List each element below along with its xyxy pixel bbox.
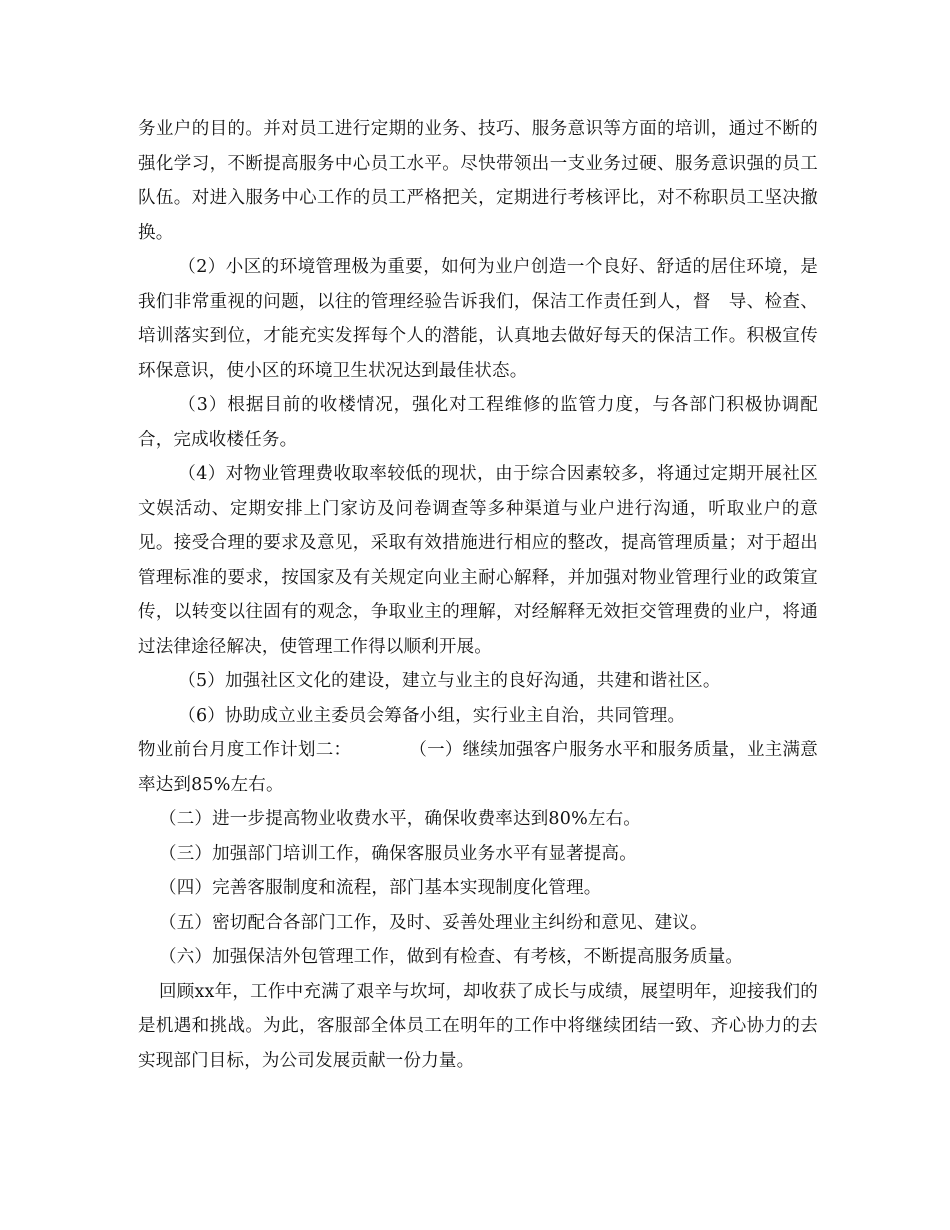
paragraph-training: 务业户的目的。并对员工进行定期的业务、技巧、服务意识等方面的培训，通过不断的强化学习，不断提高服务中心员工水平。尽快带领出一支业务过硬、服务意识强的员工队伍。对进入服务中心工作的员工严格把关，定期进行考核评比，对不称职员工坚决撤换。 bbox=[138, 119, 818, 243]
plan-heading-paragraph bbox=[138, 733, 818, 802]
paragraph-owners-committee: （6）协助成立业主委员会筹备小组，实行业主自治，共同管理。 bbox=[178, 705, 686, 726]
paragraph-handover: （3）根据目前的收楼情况，强化对工程维修的监管力度，与各部门积极协调配合，完成收楼任务。 bbox=[138, 395, 818, 450]
plan-item-2: （二）进一步提高物业收费水平，确保收费率达到80%左右。 bbox=[159, 809, 641, 829]
document-body bbox=[138, 112, 818, 1078]
plan-item-3: （三）加强部门培训工作，确保客服员业务水平有显著提高。 bbox=[159, 843, 637, 864]
plan-heading: 物业前台月度工作计划二： bbox=[138, 740, 352, 760]
paragraph-fee-collection: （4）对物业管理费收取率较低的现状，由于综合因素较多，将通过定期开展社区文娱活动、定期安排上门家访及问卷调查等多种渠道与业户进行沟通，听取业户的意见。接受合理的要求及意见，采取有效措施进行相应的整改，提高管理质量；对于超出管理标准的要求，按国家及有关规定向业主耐心解释，并加强对物业管理行业的政策宣传，以转变以往固有的观念，争取业主的理解，对经解释无效拒交管理费的业户，将通过法律途径解决，使管理工作得以顺利开展。 bbox=[138, 464, 818, 657]
plan-item-1: （一）继续加强客户服务水平和服务质量，业主满意率达到85%左右。 bbox=[138, 740, 818, 795]
plan-item-5: （五）密切配合各部门工作，及时、妥善处理业主纠纷和意见、建议。 bbox=[159, 912, 708, 933]
plan-item-4: （四）完善客服制度和流程，部门基本实现制度化管理。 bbox=[159, 878, 602, 898]
paragraph-community-culture: （5）加强社区文化的建设，建立与业主的良好沟通，共建和谐社区。 bbox=[178, 671, 721, 691]
closing-paragraph: 回顾xx年，工作中充满了艰辛与坎坷，却收获了成长与成绩，展望明年，迎接我们的是机遇和挑战。为此，客服部全体员工在明年的工作中将继续团结一致、齐心协力的去实现部门目标，为公司发展贡献一份力量。 bbox=[138, 981, 818, 1071]
paragraph-environment: （2）小区的环境管理极为重要，如何为业户创造一个良好、舒适的居住环境，是我们非常重视的问题，以往的管理经验告诉我们，保洁工作责任到人，督 导、检查、培训落实到位，才能充实发挥每个人的潜能，认真地去做好每天的保洁工作。积极宣传环保意识，使小区的环境卫生状况达到最佳状态。 bbox=[138, 257, 818, 381]
plan-item-6: （六）加强保洁外包管理工作，做到有检查、有考核，不断提高服务质量。 bbox=[159, 947, 744, 967]
